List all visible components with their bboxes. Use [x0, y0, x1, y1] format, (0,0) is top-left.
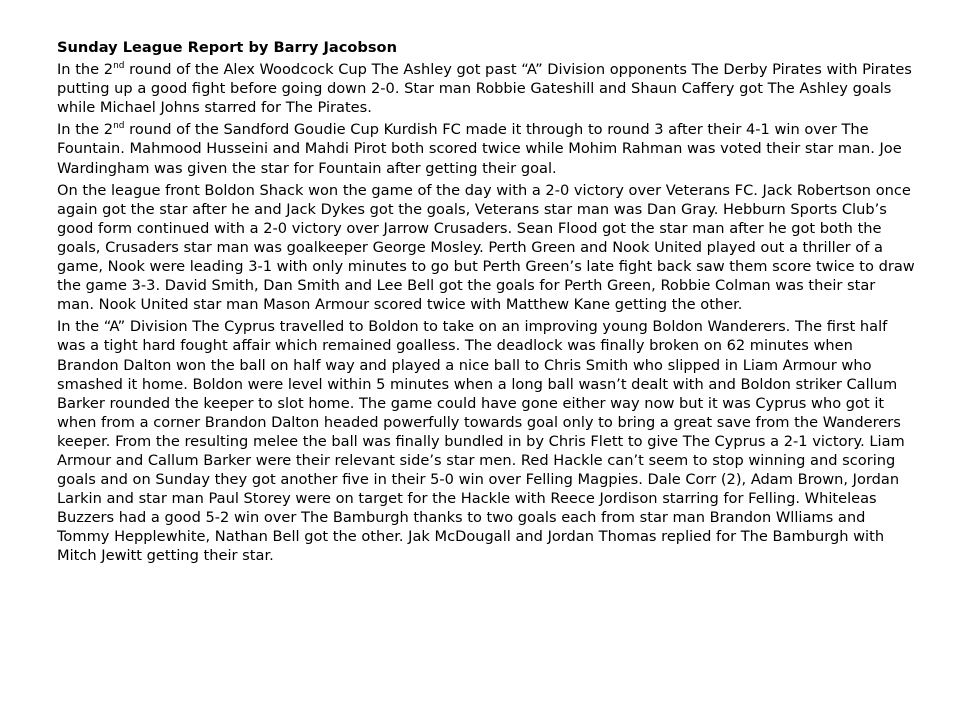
paragraph-sandford-goudie-cup: [57, 120, 915, 177]
paragraph-2-start: In the 2: [57, 121, 114, 139]
ordinal-suffix: nd: [113, 61, 125, 72]
paragraph-a-division: In the “A” Division The Cyprus travelled to Boldon to take on an improving young Boldon Wanderers. The first half was a tight hard fought affair which remained goalless. The deadlock was finally broken on 62 minutes when Brandon Dalton won the ball on half way and played a nice ball to Chris Smith who slipped in Liam Armour who smashed it home. Boldon were level within 5 minutes when a long ball wasn’t dealt with and Boldon striker Callum Barker rounded the keeper to slot home. The game could have gone either way now but it was Cyprus who got it when from a corner Brandon Dalton headed powerfully towards goal only to bring a great save from the Wanderers keeper. From the resulting melee the ball was finally bundled in by Chris Flett to give The Cyprus a 2-1 victory. Liam Armour and Callum Barker were their relevant side’s star men. Red Hackle can’t seem to stop winning and scoring goals and on Sunday they got another five in their 5-0 win over Felling Magpies. Dale Corr (2), Adam Brown, Jordan Larkin and star man Paul Storey were on target for the Hackle with Reece Jordison starring for Felling. Whiteleas Buzzers had a good 5-2 win over The Bamburgh thanks to two goals each from star man Brandon Wlliams and Tommy Hepplewhite, Nathan Bell got the other. Jak McDougall and Jordan Thomas replied for The Bamburgh with Mitch Jewitt getting their star.: [57, 318, 905, 565]
report-text-box: [57, 38, 915, 569]
report-heading: Sunday League Report by Barry Jacobson: [57, 39, 397, 56]
paragraph-1-rest: round of the Alex Woodcock Cup The Ashley got past “A” Division opponents The Derby Pirates with Pirates putting up a good fight before going down 2-0. Star man Robbie Gateshill and Shaun Caffery got The Ashley goals while Michael Johns starred for The Pirates.: [57, 61, 912, 117]
paragraph-alex-woodcock-cup: [57, 60, 915, 117]
ordinal-suffix: nd: [113, 121, 125, 132]
paragraph-1-start: In the 2: [57, 61, 114, 79]
paragraph-league-front: On the league front Boldon Shack won the game of the day with a 2-0 victory over Veterans FC. Jack Robertson once again got the star after he and Jack Dykes got the goals, Veterans star man was Dan Gray. Hebburn Sports Club’s good form continued with a 2-0 victory over Jarrow Crusaders. Sean Flood got the star man after he got both the goals, Crusaders star man was goalkeeper George Mosley. Perth Green and Nook United played out a thriller of a game, Nook were leading 3-1 with only minutes to go but Perth Green’s late fight back saw them score twice to draw the game 3-3. David Smith, Dan Smith and Lee Bell got the goals for Perth Green, Robbie Colman was their star man. Nook United star man Mason Armour scored twice with Matthew Kane getting the other.: [57, 181, 915, 314]
paragraph-2-rest: round of the Sandford Goudie Cup Kurdish FC made it through to round 3 after their 4-1 win over The Fountain. Mahmood Husseini and Mahdi Pirot both scored twice while Mohim Rahman was voted their star man. Joe Wardingham was given the star for Fountain after getting their goal.: [57, 121, 902, 177]
